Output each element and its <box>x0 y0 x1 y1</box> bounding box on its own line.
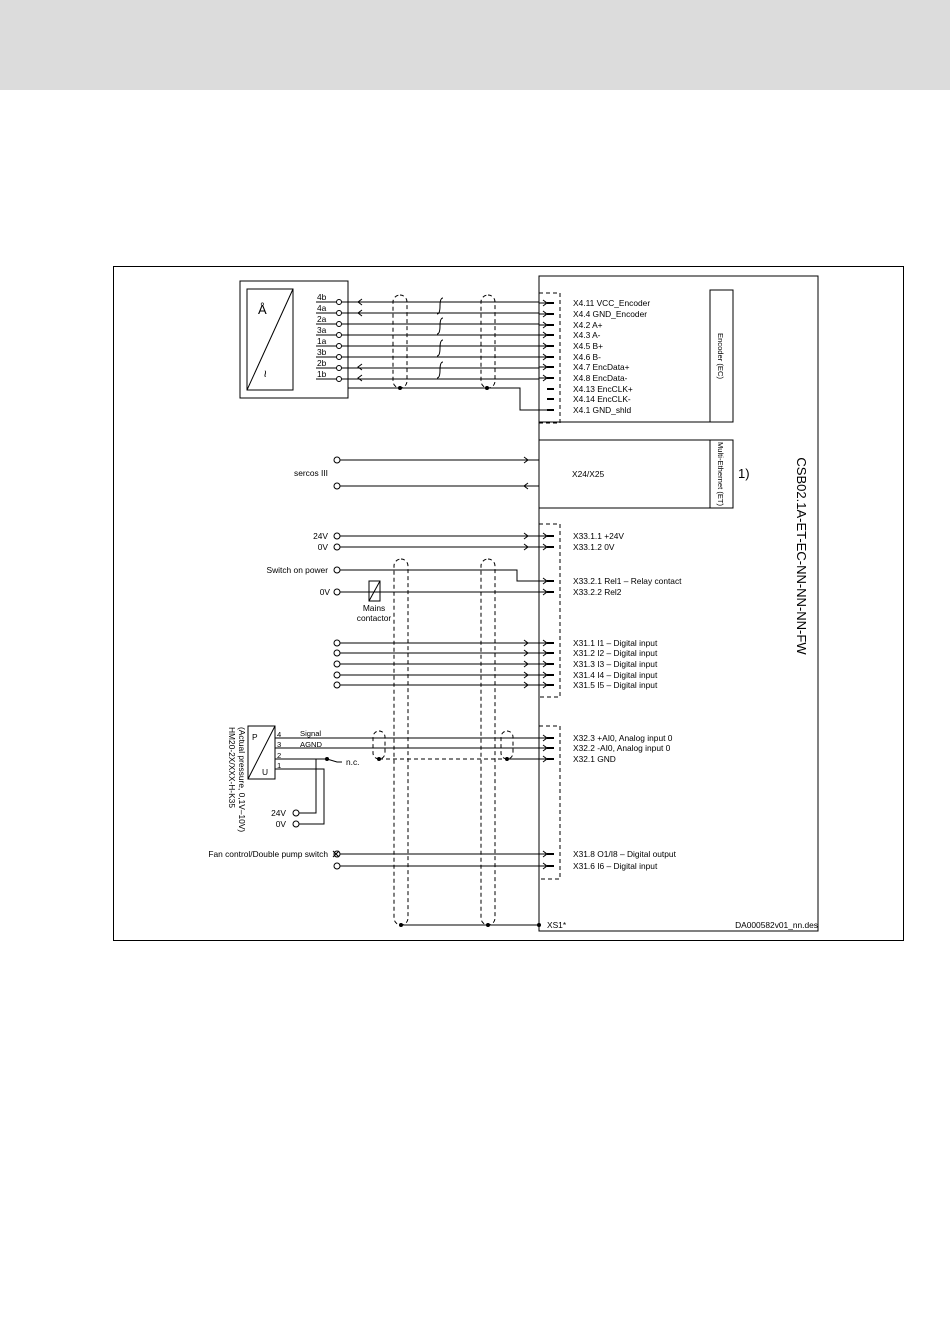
xs1-label: XS1* <box>547 920 567 930</box>
encoder-terminal-0: X4.11 VCC_Encoder <box>573 298 651 308</box>
sensor-u-label: U <box>262 767 269 777</box>
io-cable-shield-2 <box>481 559 495 925</box>
power-wires <box>334 531 624 552</box>
encoder-terminal-4: X4.5 B+ <box>573 341 604 351</box>
analog-terminal-1: X32.2 -AI0, Analog input 0 <box>573 743 671 753</box>
output-terminal-o1: X31.8 O1/I8 – Digital output <box>573 849 676 859</box>
encoder-terminal-5: X4.6 B- <box>573 352 601 362</box>
digital-input-terminal-2: X31.2 I2 – Digital input <box>573 648 658 658</box>
digital-input-terminal-5: X31.5 I5 – Digital input <box>573 680 658 690</box>
encoder-terminal-9: X4.14 EncCLK- <box>573 394 631 404</box>
encoder-terminal-7: X4.8 EncData- <box>573 373 628 383</box>
power-24v-label: 24V <box>313 531 328 541</box>
sensor-name: HM20-2X/XXX-H-K35 <box>227 727 237 808</box>
analog-terminal-2: X32.1 GND <box>573 754 616 764</box>
sensor-agnd-label: AGND <box>300 740 322 749</box>
encoder-pin-1b: 1b <box>317 369 327 379</box>
encoder-pin-2b: 2b <box>317 358 327 368</box>
power-terminal-24v: X33.1.1 +24V <box>573 531 624 541</box>
analog-shield-1 <box>373 731 385 759</box>
encoder-pin-4a: 4a <box>317 303 327 313</box>
encoder-sine-glyph: ~ <box>258 370 273 378</box>
sensor-pins <box>275 730 295 770</box>
encoder-terminal-8: X4.13 EncCLK+ <box>573 384 633 394</box>
sensor-0v-label: 0V <box>275 819 286 829</box>
digital-input-terminal-4: X31.4 I4 – Digital input <box>573 670 658 680</box>
encoder-pin-4b: 4b <box>317 292 327 302</box>
sensor-signal-label: Signal <box>300 729 322 738</box>
ethernet-section-label: Multi-Ethernet (ET) <box>716 441 725 507</box>
digital-input-terminal-1: X31.1 I1 – Digital input <box>573 638 658 648</box>
fan-control-label: Fan control/Double pump switch <box>208 849 328 859</box>
encoder-box <box>240 281 348 398</box>
drawing-id: DA000582v01_nn.des <box>735 920 818 930</box>
relay-0v-label: 0V <box>319 587 330 597</box>
sensor-description: (Actual pressure, 0,1V–10V) <box>237 727 247 833</box>
relay-terminal-2: X33.2.2 Rel2 <box>573 587 622 597</box>
encoder-shield-1 <box>393 295 407 388</box>
power-0v-label: 0V <box>317 542 328 552</box>
encoder-pin-3a: 3a <box>317 325 327 335</box>
io-terminal-dashbox-1 <box>539 524 560 697</box>
relay-terminal-1: X33.2.1 Rel1 – Relay contact <box>573 576 682 586</box>
sensor-nc-label: n.c. <box>346 757 360 767</box>
sensor-pin-4: 4 <box>277 730 282 739</box>
encoder-pins <box>316 292 342 382</box>
digital-input-terminal-3: X31.3 I3 – Digital input <box>573 659 658 669</box>
encoder-shield-2 <box>481 295 495 388</box>
analog-terminal-0: X32.3 +AI0, Analog input 0 <box>573 733 673 743</box>
relay-terminals <box>539 576 682 597</box>
encoder-pin-1a: 1a <box>317 336 327 346</box>
encoder-analog-glyph: Å <box>258 302 267 317</box>
analog-terminals <box>539 733 673 764</box>
sensor-pin-3: 3 <box>277 740 282 749</box>
power-terminal-0v: X33.1.2 0V <box>573 542 615 552</box>
device-name: CSB02.1A-ET-EC-NN-NN-NN-FW <box>794 457 809 655</box>
encoder-terminal-6: X4.7 EncData+ <box>573 362 630 372</box>
encoder-terminal-2: X4.2 A+ <box>573 320 603 330</box>
encoder-terminal-3: X4.3 A- <box>573 330 601 340</box>
sensor-p-label: P <box>252 732 258 742</box>
encoder-pin-3b: 3b <box>317 347 327 357</box>
footnote-marker: 1) <box>738 466 750 481</box>
x24-x25-label: X24/X25 <box>572 469 605 479</box>
encoder-section-label: Encoder (EC) <box>716 332 725 380</box>
sercos-label: sercos III <box>294 468 328 478</box>
switch-on-power-label: Switch on power <box>266 565 328 575</box>
encoder-terminal-10: X4.1 GND_shld <box>573 405 632 415</box>
mains-contactor-label-1: Mains <box>362 603 386 613</box>
encoder-terminal-1: X4.4 GND_Encoder <box>573 309 648 319</box>
encoder-pin-2a: 2a <box>317 314 327 324</box>
io-cable-shield-1 <box>394 559 408 925</box>
analog-shield-2 <box>501 731 513 759</box>
sensor-24v-label: 24V <box>271 808 286 818</box>
twisted-pair-marks <box>437 298 443 378</box>
mains-contactor-label-2: contactor <box>356 613 392 623</box>
sensor-pin-1: 1 <box>277 761 282 770</box>
sensor-pin-2: 2 <box>277 751 282 760</box>
output-terminal-i6: X31.6 I6 – Digital input <box>573 861 658 871</box>
digital-input-wires <box>334 638 658 690</box>
